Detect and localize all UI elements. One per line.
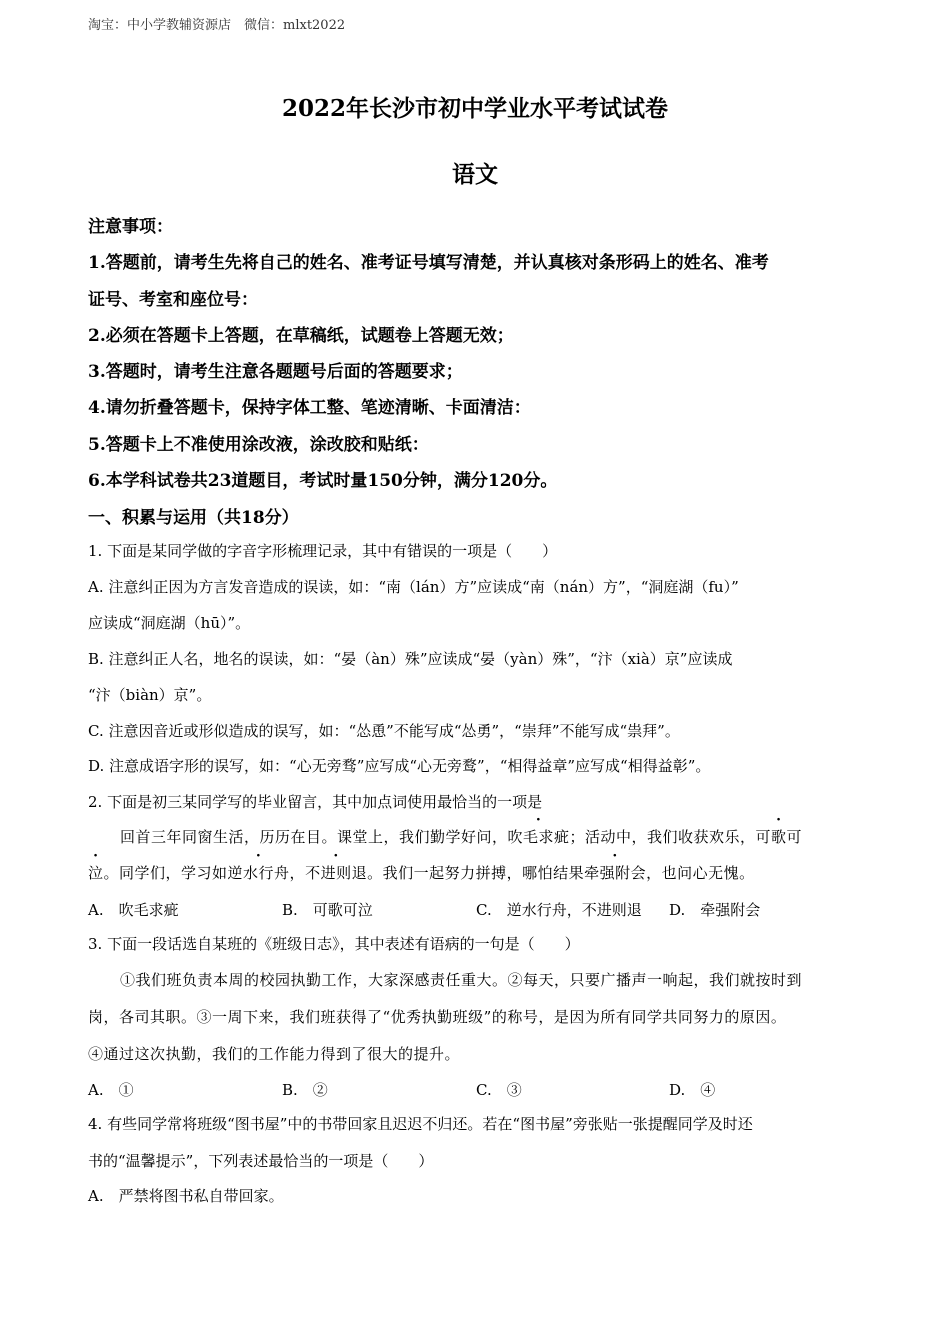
dotted-phrase: 牵强附会: [584, 864, 647, 882]
notice-item: 证号、考室和座位号：: [88, 290, 258, 310]
notice-item: 2.必须在答题卡上答题，在草稿纸，试题卷上答题无效；: [88, 326, 514, 346]
q3-passage-line2: 岗，各司其职。③一周下来，我们班获得了“优秀执勤班级”的称号，是因为所有同学共同努力的原因。: [88, 1008, 787, 1026]
notice-item: 1.答题前，请考生先将自己的姓名、准考证号填写清楚，并认真核对条形码上的姓名、准考: [88, 253, 769, 273]
q1-option-a-cont: 应读成“洞庭湖（hū）”。: [88, 614, 251, 632]
dotted-phrase: 可歌可: [755, 828, 803, 846]
q1-option-b-cont: “汴（biàn）京”。: [88, 686, 212, 704]
notice-item: 6.本学科试卷共23道题目，考试时量150分钟，满分120分。: [88, 471, 558, 491]
dotted-phrase: 逆水行舟: [227, 864, 290, 882]
q1-stem: 1. 下面是某同学做的字音字形梳理记录，其中有错误的一项是（ ）: [88, 542, 558, 560]
passage-text: ，也问心无愧。: [646, 864, 755, 882]
exam-title: 2022年长沙市初中学业水平考试试卷: [281, 95, 668, 122]
passage-text: 。同学们，学习如: [103, 864, 228, 882]
q4-option-a: A. 严禁将图书私自带回家。: [88, 1187, 284, 1205]
section-heading: 一、积累与运用（共18分）: [88, 508, 299, 528]
dotted-phrase: 泣: [88, 864, 104, 882]
q3-option-d: D. ④: [669, 1081, 716, 1099]
passage-text: ；活动中，我们收获欢乐，: [569, 828, 756, 846]
q2-passage-line1: [120, 826, 802, 847]
q3-option-b: B. ②: [282, 1081, 328, 1099]
q2-option-a: A. 吹毛求疵: [88, 901, 179, 919]
q2-option-b: B. 可歌可泣: [282, 901, 373, 919]
header-shop-info: 淘宝：中小学教辅资源店 微信：mlxt2022: [88, 18, 346, 33]
passage-text: ，: [289, 864, 306, 882]
notice-item: 4.请勿折叠答题卡，保持字体工整、笔迹清晰、卡面清洁：: [88, 398, 531, 418]
q3-passage-line3: ④通过这次执勤，我们的工作能力得到了很大的提升。: [88, 1045, 461, 1063]
notice-item: 3.答题时，请考生注意各题题号后面的答题要求；: [88, 362, 463, 382]
q2-stem: 2. 下面是初三某同学写的毕业留言，其中加点词使用最恰当的一项是: [88, 793, 543, 811]
dotted-phrase: 不进则退: [305, 864, 368, 882]
q2-passage-line2: [88, 862, 755, 883]
q1-option-b: B. 注意纠正人名，地名的误读，如：“晏（àn）殊”应读成“晏（yàn）殊”，“汴（xià）京”应读成: [88, 650, 733, 668]
notice-heading: 注意事项：: [88, 217, 173, 237]
subject-title: 语文: [452, 161, 498, 188]
q3-option-c: C. ③: [476, 1081, 522, 1099]
q4-stem: 4. 有些同学常将班级“图书屋”中的书带回家且迟迟不归还。若在“图书屋”旁张贴一张提醒同学及时还: [88, 1115, 753, 1133]
q1-option-d: D. 注意成语字形的误写，如：“心无旁骛”应写成“心无旁鹜”，“相得益章”应写成“相得益彰”。: [88, 757, 711, 775]
passage-text: 回首三年同窗生活，历历在目。课堂上，我们勤学好问，: [120, 828, 508, 846]
q2-option-d: D. 牵强附会: [669, 901, 761, 919]
q1-option-c: C. 注意因音近或形似造成的误写，如：“怂恿”不能写成“怂勇”，“崇拜”不能写成“祟拜”。: [88, 722, 680, 740]
q3-option-a: A. ①: [88, 1081, 134, 1099]
q2-option-c: C. 逆水行舟，不进则退: [476, 901, 642, 919]
passage-text: 。我们一起努力拼搏，哪怕结果: [367, 864, 585, 882]
q3-passage-line1: ①我们班负责本周的校园执勤工作，大家深感责任重大。②每天，只要广播声一响起，我们就按时到: [120, 971, 803, 989]
dotted-phrase: 吹毛求疵: [507, 828, 570, 846]
q3-stem: 3. 下面一段话选自某班的《班级日志》，其中表述有语病的一句是（ ）: [88, 935, 580, 953]
notice-item: 5.答题卡上不准使用涂改液，涂改胶和贴纸：: [88, 435, 429, 455]
q4-stem-cont: 书的“温馨提示”，下列表述最恰当的一项是（ ）: [88, 1152, 434, 1170]
q1-option-a: A. 注意纠正因为方言发音造成的误读，如：“南（lán）方”应读成“南（nán）方”，“洞庭湖（fu）”: [88, 578, 739, 596]
